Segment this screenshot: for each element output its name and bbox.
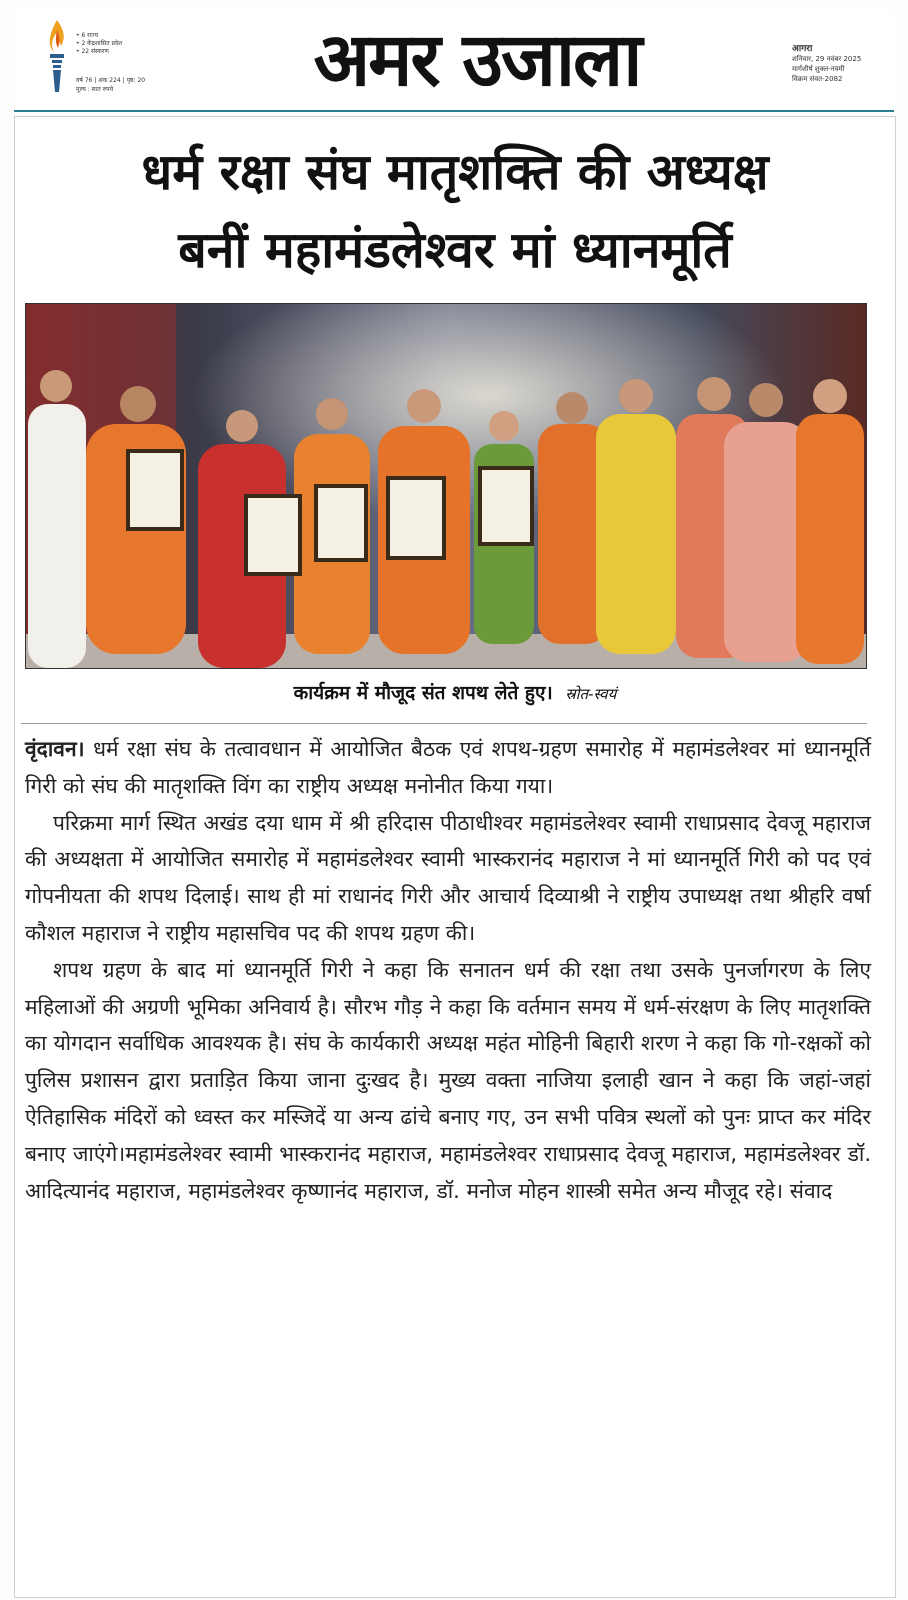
hindu-calendar-date: मार्गशीर्ष शुक्ल-नवमी xyxy=(792,65,845,73)
photo-credit: स्रोत-स्वयं xyxy=(565,685,617,703)
issue-line: वर्ष 76 | अंक 224 | पृष्ठ: 20 xyxy=(76,77,146,84)
paragraph: परिक्रमा मार्ग स्थित अखंड दया धाम में श्री हरिदास पीठाधीश्वर महामंडलेश्वर स्वामी राधाप्रसाद देवजू महाराज की अध्यक्षता में आयोजित समारोह में महामंडलेश्वर स्वामी भास्करानंद महाराज ने मां ध्यानमूर्ति गिरी को पद एवं गोपनीयता की शपथ दिलाई। साथ ही मां राधानंद गिरी और आचार्य दिव्याश्री ने राष्ट्रीय उपाध्यक्ष तथा श्रीहरि वर्षा कौशल महाराज ने राष्ट्रीय महासचिव पद की शपथ ग्रहण की। xyxy=(25,810,871,945)
photo-caption xyxy=(15,679,895,705)
headline-line: धर्म रक्षा संघ मातृशक्ति की अध्यक्ष xyxy=(141,143,769,201)
city-name: आगरा xyxy=(792,44,813,54)
masthead xyxy=(14,10,894,112)
newspaper-logo: अमर उजाला xyxy=(313,17,641,103)
vikram-samvat: विक्रम संवत-2082 xyxy=(792,75,843,83)
dateline-info xyxy=(792,44,861,84)
paragraph: शपथ ग्रहण के बाद मां ध्यानमूर्ति गिरी ने कहा कि सनातन धर्म की रक्षा तथा उसके पुनर्जागरण के लिए महिलाओं की अग्रणी भूमिका अनिवार्य है। सौरभ गौड़ ने कहा कि वर्तमान समय में धर्म-संरक्षण के लिए मातृशक्ति का योगदान सर्वाधिक आवश्यक है। संघ के कार्यकारी अध्यक्ष महंत मोहिनी बिहारी शरण ने कहा कि गो-रक्षकों को पुलिस प्रशासन द्वारा प्रताड़ित किया जाना दुःखद है। मुख्य वक्ता नाजिया इलाही खान ने कहा कि जहां-जहां ऐतिहासिक मंदिरों को ध्वस्त कर मस्जिदें या अन्य ढांचे बनाए गए, उन सभी पवित्र स्थलों को पुनः प्राप्त कर मंदिर बनाए जाएंगे।महामंडलेश्वर स्वामी भास्करानंद महाराज, महामंडलेश्वर राधाप्रसाद देवजू महाराज, महामंडलेश्वर डॉ. आदित्यानंद महाराज, महामंडलेश्वर कृष्णानंद महाराज, डॉ. मनोज मोहन शास्त्री समेत अन्य मौजूद रहे। संवाद xyxy=(25,957,871,1203)
article xyxy=(14,116,896,1598)
torch-icon xyxy=(44,18,70,96)
edition-line: • 22 संस्करण xyxy=(76,48,109,55)
paragraph-text: धर्म रक्षा संघ के तत्वावधान में आयोजित बैठक एवं शपथ-ग्रहण समारोह में महामंडलेश्वर मां ध्यानमूर्ति गिरी को संघ की मातृशक्ति विंग का राष्ट्रीय अध्यक्ष मनोनीत किया गया। xyxy=(25,737,871,798)
ceremony-photo-illustration xyxy=(26,304,866,668)
dateline: वृंदावन। xyxy=(25,737,85,761)
caption-text: कार्यक्रम में मौजूद संत शपथ लेते हुए। xyxy=(293,682,553,704)
issue-date: शनिवार, 29 नवंबर 2025 xyxy=(792,55,862,63)
edition-info xyxy=(76,32,122,56)
divider xyxy=(21,723,867,724)
price-line: मूल्य : सात रुपये xyxy=(76,86,114,93)
issue-info xyxy=(76,76,145,94)
headline xyxy=(15,133,895,289)
headline-line: बनीं महामंडलेश्वर मां ध्यानमूर्ति xyxy=(178,221,732,279)
edition-line: • 6 राज्य xyxy=(76,32,99,39)
paragraph xyxy=(25,731,871,805)
edition-line: • 2 केंद्रशासित प्रदेश xyxy=(76,40,123,47)
news-photo xyxy=(25,303,867,669)
article-body xyxy=(25,731,871,1209)
